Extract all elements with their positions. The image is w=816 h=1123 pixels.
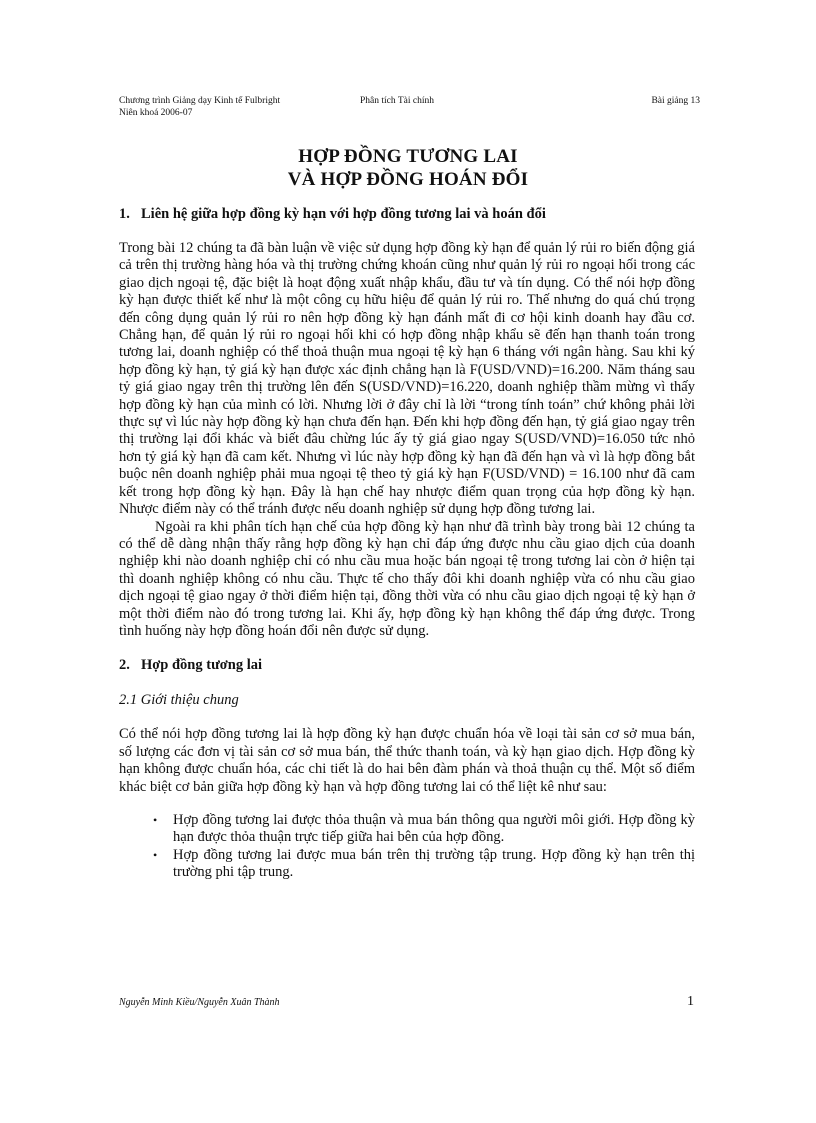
subsection-2-1-heading: 2.1 Giới thiệu chung [119, 692, 239, 709]
section-2-heading [119, 656, 695, 674]
page-number: 1 [687, 994, 694, 1009]
section-2-paragraph: Có thể nói hợp đồng tương lai là hợp đồng kỳ hạn được chuẩn hóa về loại tài sản cơ sở mua bán, số lượng các đơn vị tài sản cơ sở mua bán, thể thức thanh toán, và kỳ hạn giao dịch. Hợp đồng kỳ hạn không được chuẩn hóa, các chi tiết là do hai bên đàm phán và thoả thuận cụ thể. Một số điểm khác biệt cơ bản giữa hợp đồng kỳ hạn và hợp đồng tương lai có thể liệt kê như sau: [119, 726, 695, 795]
main-content [119, 205, 695, 882]
list-item-text: Hợp đồng tương lai được mua bán trên thị trường tập trung. Hợp đồng kỳ hạn trên thị trường phi tập trung. [173, 846, 695, 881]
section-1-title: Liên hệ giữa hợp đồng kỳ hạn với hợp đồng tương lai và hoán đổi [141, 206, 546, 222]
list-item [119, 847, 695, 882]
list-item [119, 812, 695, 847]
section-1-number: 1. [119, 206, 130, 222]
bullet-icon: • [153, 847, 158, 862]
section-2-number: 2. [119, 657, 130, 674]
section-1-paragraph-2: Ngoài ra khi phân tích hạn chế của hợp đồng kỳ hạn như đã trình bày trong bài 12 chúng ta có thể dễ dàng nhận thấy rằng hợp đồng kỳ hạn chỉ đáp ứng được nhu cầu giao dịch của doanh nghiệp khi nào doanh nghiệp chỉ có nhu cầu mua hoặc bán ngoại tệ trong tương lai còn ở hiện tại thì doanh nghiệp không có nhu cầu. Thực tế cho thấy đôi khi doanh nghiệp vừa có nhu cầu giao dịch ngoại tệ giao ngay ở thời điểm hiện tại, đồng thời vừa có nhu cầu giao dịch ngoại tệ kỳ hạn ở một thời điểm nào đó trong tương lai. Khi ấy, hợp đồng kỳ hạn không thể đáp ứng được. Trong tình huống này hợp đồng hoán đổi nên được sử dụng. [119, 518, 695, 639]
header-year: Niên khoá 2006-07 [119, 108, 193, 118]
section-1-heading [119, 205, 695, 223]
document-title [0, 145, 816, 191]
bullet-list [119, 812, 695, 882]
header-program: Chương trình Giảng dạy Kinh tế Fulbright [119, 96, 281, 106]
bullet-icon: • [153, 812, 158, 827]
section-1-paragraph-1: Trong bài 12 chúng ta đã bàn luận về việc sử dụng hợp đồng kỳ hạn để quản lý rủi ro biến động giá cả trên thị trường hàng hóa và thị trường chứng khoán cũng như quản lý rủi ro ngoại hối trong các giao dịch ngoại tệ, đặc biệt là hoạt động xuất nhập khẩu, đầu tư và tín dụng. Có thể nói hợp đồng kỳ hạn được thiết kế như là một công cụ hữu hiệu để quản lý rủi ro. Thế nhưng do quá chú trọng đến công dụng quản lý rủi ro nên hợp đồng kỳ hạn đánh mất đi cơ hội kinh doanh hay đầu cơ. Chẳng hạn, để quản lý rủi ro ngoại hối khi có hợp đồng nhập khẩu sẽ đến hạn thanh toán trong tương lai, doanh nghiệp có thể thoả thuận mua ngoại tệ kỳ hạn 6 tháng với ngân hàng. Sau khi ký hợp đồng kỳ hạn, tỷ giá kỳ hạn được xác định chẳng hạn là F(USD/VND)=16.200. Năm tháng sau tỷ giá giao ngay trên thị trường lên đến S(USD/VND)=16.220, doanh nghiệp thầm mừng vì thấy hợp đồng kỳ hạn của mình có lời. Nhưng lời ở đây chỉ là lời “trong tính toán” chứ không phải lời thực sự vì lúc này hợp đồng kỳ hạn chưa đến hạn. Đến khi hợp đồng đến hạn, tỷ giá giao ngay trên thị trường lại đổi khác và biết đâu chừng lúc ấy tỷ giá giao ngay S(USD/VND)=16.050 tức nhỏ hơn tỷ giá kỳ hạn đã cam kết. Nhưng vì lúc này hợp đồng kỳ hạn đã đến hạn và vì là hợp đồng bắt buộc nên doanh nghiệp phải mua ngoại tệ theo tỷ giá kỳ hạn F(USD/VND) = 16.100 như đã cam kết trong hợp đồng kỳ hạn. Đây là hạn chế hay nhược điểm quan trọng của hợp đồng kỳ hạn. Nhược điểm này có thể tránh được nếu doanh nghiệp sử dụng hợp đồng tương lai. [119, 240, 695, 518]
footer-authors: Nguyễn Minh Kiều/Nguyễn Xuân Thành [119, 997, 280, 1008]
list-item-text: Hợp đồng tương lai được thỏa thuận và mua bán thông qua người môi giới. Hợp đồng kỳ hạn được thỏa thuận trực tiếp giữa hai bên của hợp đồng. [173, 811, 695, 846]
title-line-2: VÀ HỢP ĐỒNG HOÁN ĐỔI [287, 169, 529, 190]
title-line-1: HỢP ĐỒNG TƯƠNG LAI [298, 146, 518, 167]
header-lecture: Bài giảng 13 [651, 96, 700, 106]
header-course: Phân tích Tài chính [360, 96, 434, 106]
section-2-title: Hợp đồng tương lai [141, 657, 263, 674]
header-left [119, 95, 280, 119]
